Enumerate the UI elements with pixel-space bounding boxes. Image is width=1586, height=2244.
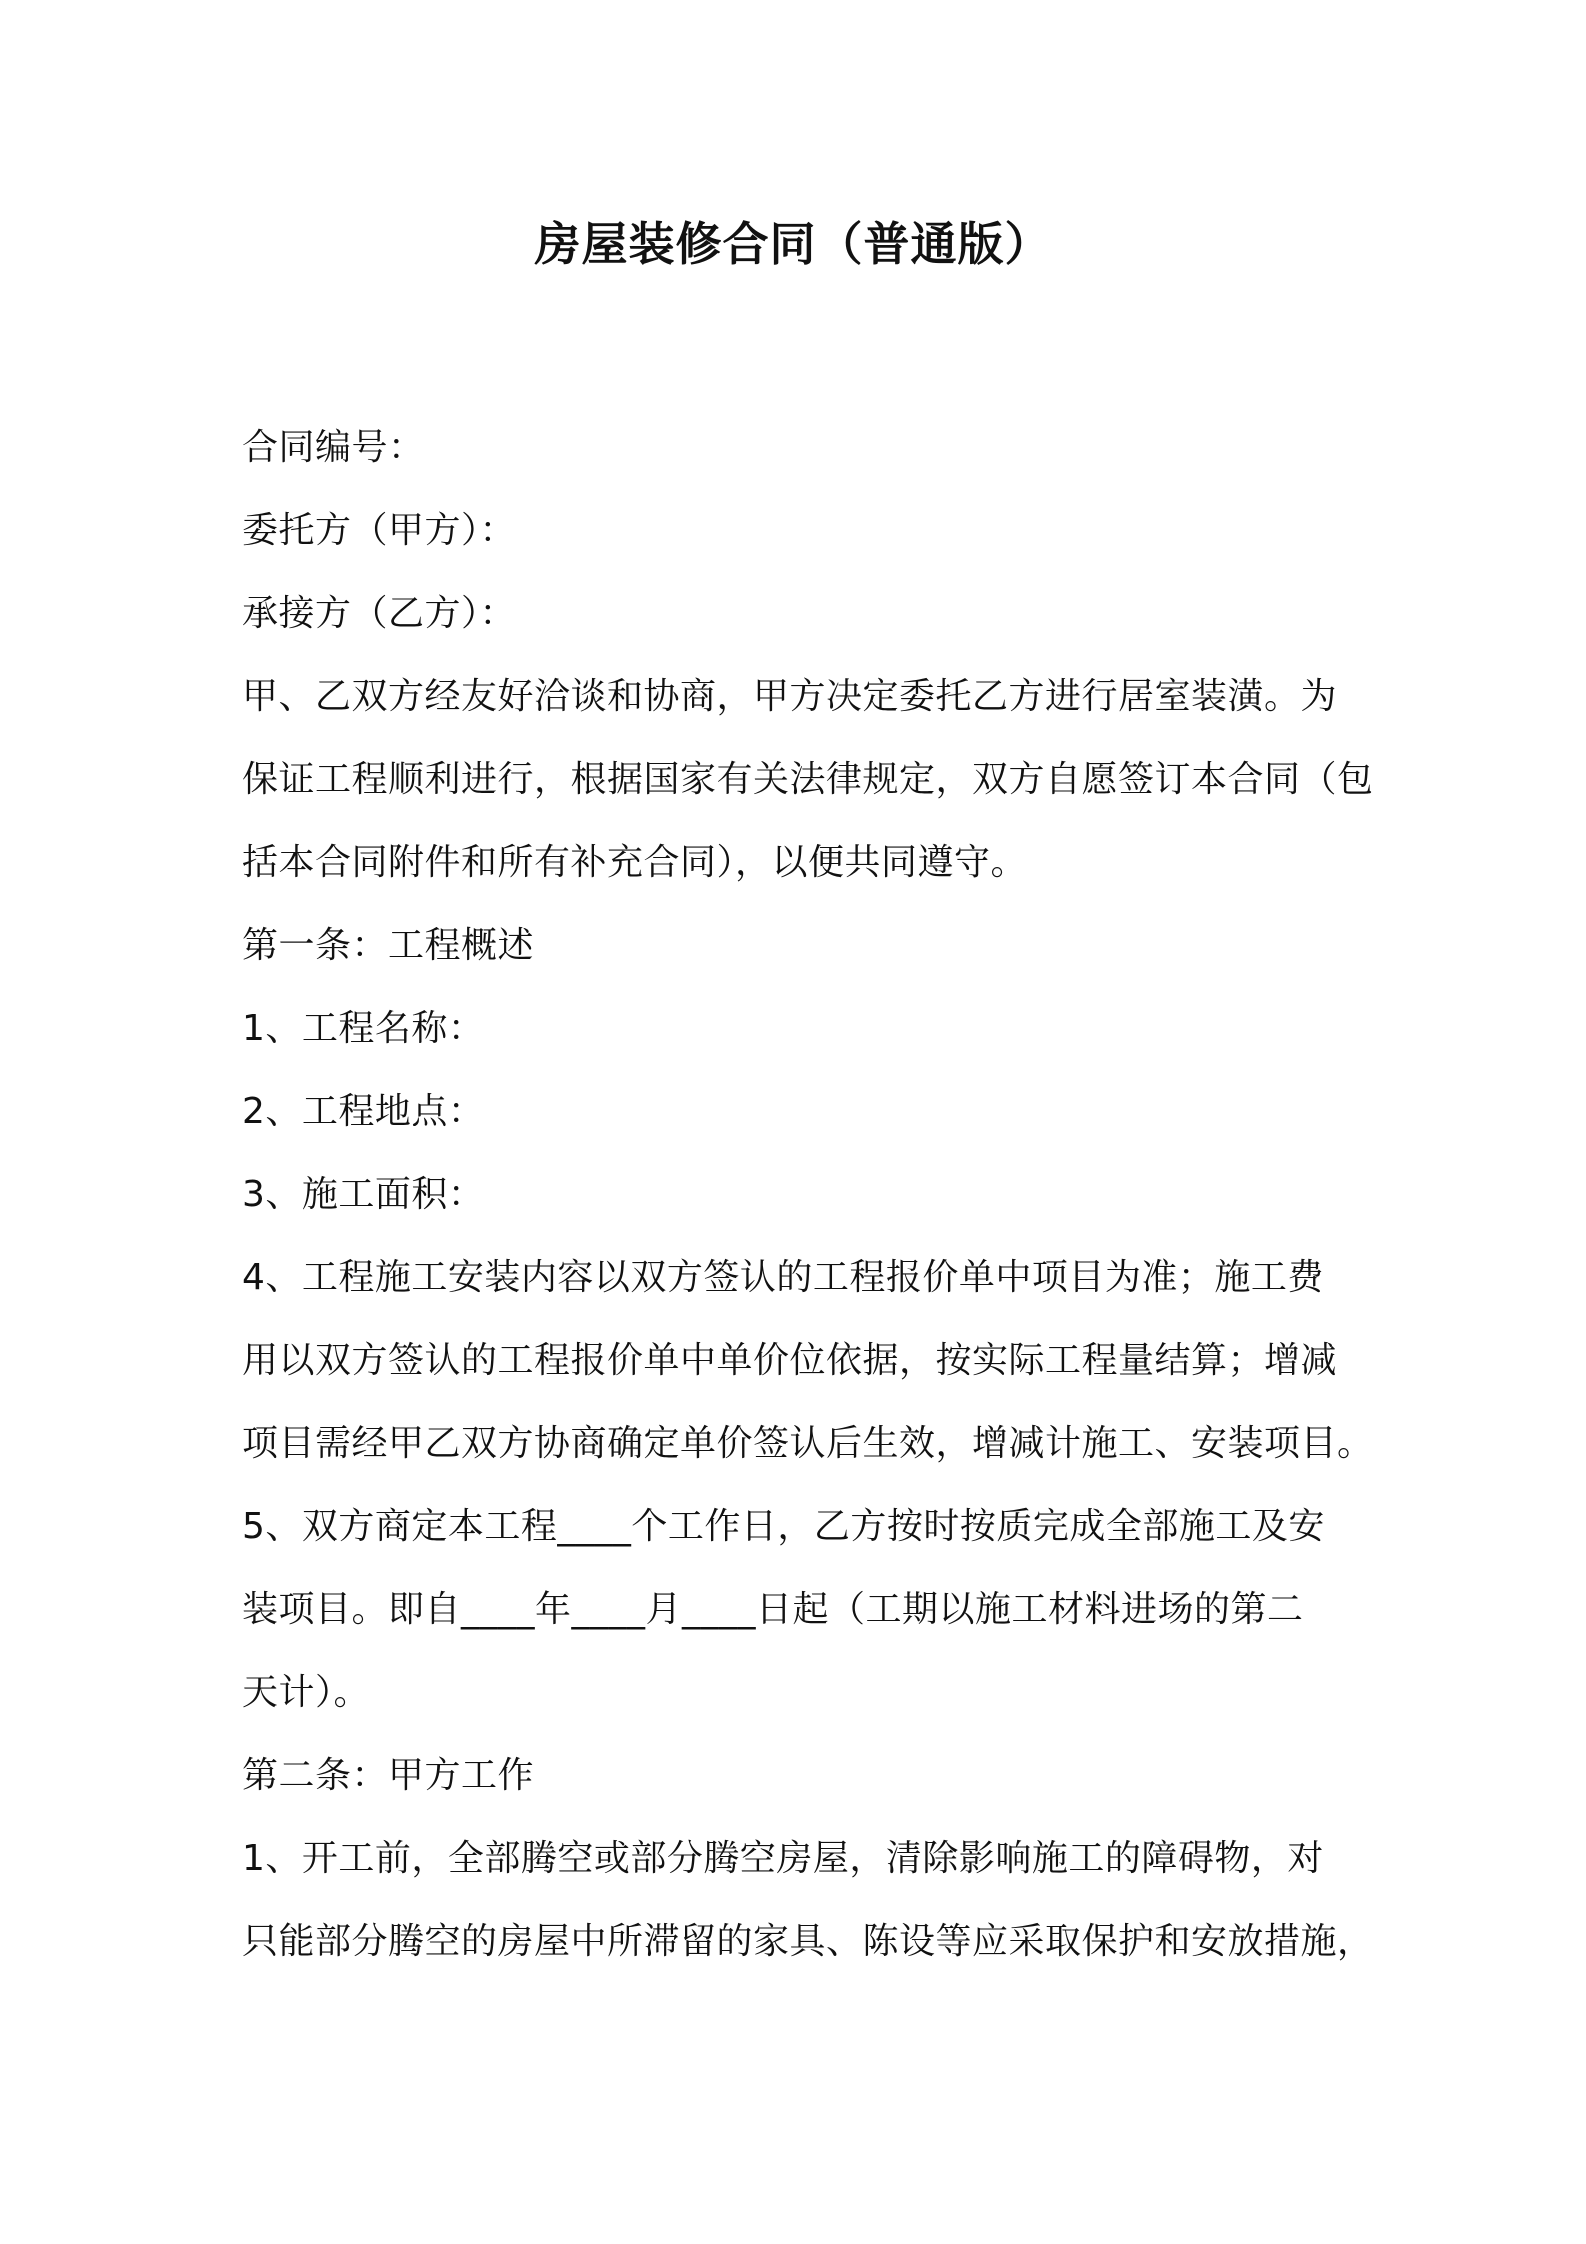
contract-number-line: 合同编号： <box>242 427 425 468</box>
clause-4-line: 项目需经甲乙双方协商确定单价签认后生效，增减计施工、安装项目。 <box>242 1423 1374 1464</box>
article-two-heading: 第二条：甲方工作 <box>242 1755 535 1796</box>
project-location-line: 2、工程地点： <box>242 1091 485 1132</box>
intro-paragraph-line: 括本合同附件和所有补充合同），以便共同遵守。 <box>242 842 1028 883</box>
party-a-line: 委托方（甲方）： <box>242 510 517 551</box>
construction-area-line: 3、施工面积： <box>242 1174 485 1215</box>
document-title: 房屋装修合同（普通版） <box>534 217 1052 271</box>
project-name-line: 1、工程名称： <box>242 1008 485 1049</box>
article-two-clause-1-line: 1、开工前，全部腾空或部分腾空房屋，清除影响施工的障碍物，对 <box>242 1838 1324 1879</box>
party-b-line: 承接方（乙方）： <box>242 593 517 634</box>
clause-5-line: 5、双方商定本工程____个工作日，乙方按时按质完成全部施工及安 <box>242 1506 1325 1547</box>
document-body <box>242 406 1374 1983</box>
intro-paragraph-line: 保证工程顺利进行，根据国家有关法律规定，双方自愿签订本合同（包 <box>242 759 1374 800</box>
clause-4-line: 用以双方签认的工程报价单中单价位依据，按实际工程量结算；增减 <box>242 1340 1338 1381</box>
article-two-clause-1-line: 只能部分腾空的房屋中所滞留的家具、陈设等应采取保护和安放措施， <box>242 1921 1374 1962</box>
intro-paragraph-line: 甲、乙双方经友好洽谈和协商，甲方决定委托乙方进行居室装潢。为 <box>242 676 1338 717</box>
clause-4-line: 4、工程施工安装内容以双方签认的工程报价单中项目为准；施工费 <box>242 1257 1324 1298</box>
clause-5-line: 天计）。 <box>242 1672 371 1713</box>
article-one-heading: 第一条：工程概述 <box>242 925 535 966</box>
clause-5-line: 装项目。即自____年____月____日起（工期以施工材料进场的第二 <box>242 1589 1304 1630</box>
